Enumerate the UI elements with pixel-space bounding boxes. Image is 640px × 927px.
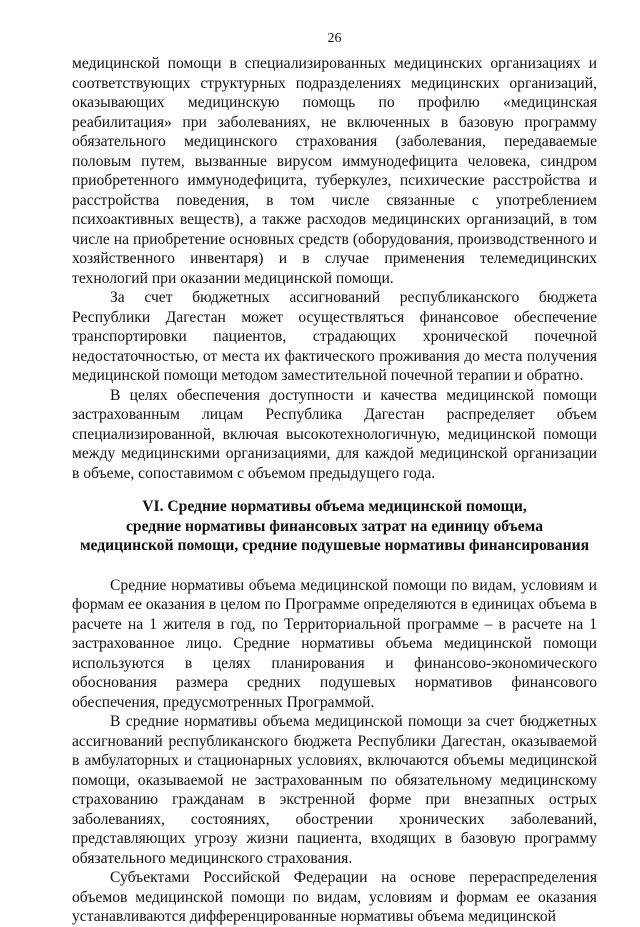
section-heading-line-2: средние нормативы финансовых затрат на единицу объема <box>126 517 543 535</box>
paragraph-transport-funding: За счет бюджетных ассигнований республиканского бюджета Республики Дагестан может осуществляться финансовое обеспечение транспортировки пациентов, страдающих хронической почечной недостаточностью, от места их фактического проживания до места получения медицинской помощи методом заместительной почечной терапии и обратно. <box>72 289 597 384</box>
section-heading-line-1: VI. Средние нормативы объема медицинской помощи, <box>142 498 527 515</box>
document-page <box>72 30 597 927</box>
page-number: 26 <box>327 31 342 46</box>
paragraph-continuation: медицинской помощи в специализированных медицинских организациях и соответствующих структурных подразделениях медицинских организаций, оказывающих медицинскую помощь по профилю «медицинская реабилитация» при заболеваниях, не включенных в базовую программу обязательного медицинского страхования (заболевания, передаваемые половым путем, вызванные вирусом иммунодефицита человека, синдром приобретенного иммунодефицита, туберкулез, психические расстройства и расстройства поведения, в том числе связанные с употреблением психоактивных веществ), а также расходов медицинских организаций, в том числе на приобретение основных средств (оборудования, производственного и хозяйственного инвентаря) и в случае применения телемедицинских технологий при оказании медицинской помощи. <box>72 55 597 287</box>
paragraph-subjects-norms: Субъектами Российской Федерации на основе перераспределения объемов медицинской помощи по видам, условиям и формам ее оказания устанавливаются дифференцированные нормативы объема медицинской <box>72 869 597 925</box>
paragraph-distribution: В целях обеспечения доступности и качества медицинской помощи застрахованным лицам Республика Дагестан распределяет объем специализированной, включая высокотехнологичную, медицинской помощи между медицинскими организациями, для каждой медицинской организации в объеме, сопоставимом с объемом предыдущего года. <box>72 386 597 482</box>
paragraph-average-norms: Средние нормативы объема медицинской помощи по видам, условиям и формам ее оказания в целом по Программе определяются в единицах объема в расчете на 1 жителя в год, по Территориальной программе – в расчете на 1 застрахованное лицо. Средние нормативы объема медицинской помощи используются в целях планирования и финансово-экономического обоснования размера средних подушевых нормативов финансового обеспечения, предусмотренных Программой. <box>72 576 597 711</box>
paragraph-budget-norms: В средние нормативы объема медицинской помощи за счет бюджетных ассигнований республиканского бюджета Республики Дагестан, оказываемой в амбулаторных и стационарных условиях, включаются объемы медицинской помощи, оказываемой не застрахованным по обязательному медицинскому страхованию гражданам в экстренной форме при внезапных острых заболеваниях, состояниях, обострении хронических заболеваний, представляющих угрозу жизни пациента, входящих в базовую программу обязательного медицинского страхования. <box>72 713 597 867</box>
section-heading-line-3: медицинской помощи, средние подушевые нормативы финансирования <box>79 537 590 554</box>
section-heading <box>72 497 597 556</box>
